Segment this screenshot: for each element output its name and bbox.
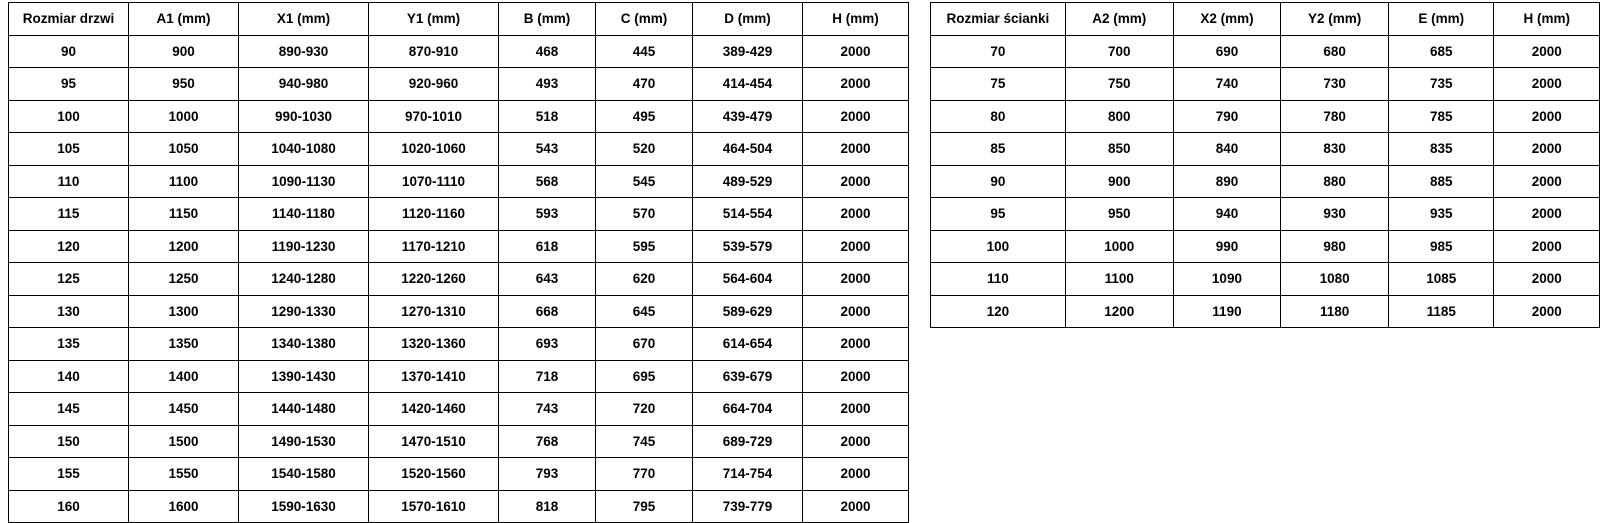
door-cell: 618 — [499, 230, 596, 263]
door-cell: 645 — [596, 295, 693, 328]
door-cell: 720 — [596, 393, 693, 426]
wall-cell: 1080 — [1281, 263, 1389, 296]
door-cell: 495 — [596, 100, 693, 133]
table-row — [9, 68, 909, 101]
wall-cell: 110 — [931, 263, 1066, 296]
table-row — [9, 35, 909, 68]
table-row — [931, 35, 1600, 68]
door-cell: 1440-1480 — [239, 393, 369, 426]
door-cell: 2000 — [803, 393, 909, 426]
wall-column-header: Y2 (mm) — [1281, 3, 1389, 36]
wall-cell: 800 — [1065, 100, 1173, 133]
wall-cell: 1185 — [1389, 295, 1494, 328]
door-cell: 1490-1530 — [239, 425, 369, 458]
wall-cell: 1100 — [1065, 263, 1173, 296]
wall-cell: 2000 — [1494, 165, 1600, 198]
door-cell: 920-960 — [369, 68, 499, 101]
door-cell: 468 — [499, 35, 596, 68]
door-cell: 2000 — [803, 68, 909, 101]
table-row — [9, 458, 909, 491]
door-column-header: C (mm) — [596, 3, 693, 36]
door-cell: 940-980 — [239, 68, 369, 101]
table-row — [931, 230, 1600, 263]
door-cell: 1400 — [129, 360, 239, 393]
door-cell: 595 — [596, 230, 693, 263]
wall-cell: 1000 — [1065, 230, 1173, 263]
door-cell: 1000 — [129, 100, 239, 133]
door-column-header: A1 (mm) — [129, 3, 239, 36]
door-cell: 793 — [499, 458, 596, 491]
wall-cell: 100 — [931, 230, 1066, 263]
door-cell: 489-529 — [693, 165, 803, 198]
table-row — [931, 198, 1600, 231]
door-cell: 145 — [9, 393, 129, 426]
wall-cell: 120 — [931, 295, 1066, 328]
door-cell: 1390-1430 — [239, 360, 369, 393]
door-cell: 1120-1160 — [369, 198, 499, 231]
door-cell: 95 — [9, 68, 129, 101]
door-cell: 1190-1230 — [239, 230, 369, 263]
door-cell: 870-910 — [369, 35, 499, 68]
door-cell: 568 — [499, 165, 596, 198]
wall-cell: 1090 — [1173, 263, 1281, 296]
door-cell: 1050 — [129, 133, 239, 166]
table-row — [9, 490, 909, 523]
door-cell: 2000 — [803, 100, 909, 133]
door-cell: 1520-1560 — [369, 458, 499, 491]
door-cell: 2000 — [803, 165, 909, 198]
wall-cell: 935 — [1389, 198, 1494, 231]
wall-cell: 735 — [1389, 68, 1494, 101]
table-row — [9, 198, 909, 231]
door-cell: 545 — [596, 165, 693, 198]
door-cell: 125 — [9, 263, 129, 296]
table-row — [9, 393, 909, 426]
door-cell: 2000 — [803, 360, 909, 393]
door-cell: 614-654 — [693, 328, 803, 361]
table-row — [931, 263, 1600, 296]
door-cell: 2000 — [803, 230, 909, 263]
door-cell: 670 — [596, 328, 693, 361]
wall-cell: 830 — [1281, 133, 1389, 166]
wall-cell: 70 — [931, 35, 1066, 68]
door-column-header: Rozmiar drzwi — [9, 3, 129, 36]
table-header-row — [9, 3, 909, 36]
wall-column-header: H (mm) — [1494, 3, 1600, 36]
door-cell: 1550 — [129, 458, 239, 491]
door-cell: 110 — [9, 165, 129, 198]
door-cell: 818 — [499, 490, 596, 523]
door-cell: 2000 — [803, 35, 909, 68]
door-cell: 1100 — [129, 165, 239, 198]
wall-cell: 790 — [1173, 100, 1281, 133]
table-row — [9, 295, 909, 328]
wall-size-table — [930, 2, 1600, 328]
door-cell: 90 — [9, 35, 129, 68]
door-cell: 739-779 — [693, 490, 803, 523]
wall-cell: 1200 — [1065, 295, 1173, 328]
door-cell: 593 — [499, 198, 596, 231]
door-cell: 1090-1130 — [239, 165, 369, 198]
wall-cell: 940 — [1173, 198, 1281, 231]
door-cell: 718 — [499, 360, 596, 393]
door-cell: 543 — [499, 133, 596, 166]
wall-cell: 730 — [1281, 68, 1389, 101]
wall-cell: 780 — [1281, 100, 1389, 133]
door-cell: 664-704 — [693, 393, 803, 426]
wall-column-header: E (mm) — [1389, 3, 1494, 36]
door-cell: 1350 — [129, 328, 239, 361]
door-cell: 2000 — [803, 263, 909, 296]
wall-cell: 840 — [1173, 133, 1281, 166]
wall-cell: 885 — [1389, 165, 1494, 198]
door-cell: 160 — [9, 490, 129, 523]
door-cell: 1240-1280 — [239, 263, 369, 296]
table-row — [9, 263, 909, 296]
wall-table-header — [931, 3, 1600, 36]
wall-cell: 2000 — [1494, 133, 1600, 166]
door-cell: 620 — [596, 263, 693, 296]
door-cell: 2000 — [803, 458, 909, 491]
door-size-table — [8, 2, 909, 523]
table-row — [9, 165, 909, 198]
wall-cell: 85 — [931, 133, 1066, 166]
wall-cell: 685 — [1389, 35, 1494, 68]
wall-cell: 2000 — [1494, 100, 1600, 133]
door-cell: 1150 — [129, 198, 239, 231]
wall-table-body — [931, 35, 1600, 328]
wall-cell: 880 — [1281, 165, 1389, 198]
table-row — [9, 360, 909, 393]
door-cell: 414-454 — [693, 68, 803, 101]
door-cell: 445 — [596, 35, 693, 68]
door-cell: 1200 — [129, 230, 239, 263]
door-cell: 140 — [9, 360, 129, 393]
wall-cell: 750 — [1065, 68, 1173, 101]
door-cell: 2000 — [803, 295, 909, 328]
door-cell: 493 — [499, 68, 596, 101]
wall-cell: 890 — [1173, 165, 1281, 198]
door-size-table-container — [8, 2, 909, 523]
door-cell: 518 — [499, 100, 596, 133]
door-cell: 1540-1580 — [239, 458, 369, 491]
wall-cell: 985 — [1389, 230, 1494, 263]
wall-cell: 930 — [1281, 198, 1389, 231]
table-row — [9, 133, 909, 166]
table-row — [931, 100, 1600, 133]
door-column-header: D (mm) — [693, 3, 803, 36]
door-cell: 1600 — [129, 490, 239, 523]
door-cell: 389-429 — [693, 35, 803, 68]
door-cell: 1250 — [129, 263, 239, 296]
wall-cell: 990 — [1173, 230, 1281, 263]
wall-cell: 690 — [1173, 35, 1281, 68]
door-cell: 714-754 — [693, 458, 803, 491]
door-cell: 470 — [596, 68, 693, 101]
wall-cell: 90 — [931, 165, 1066, 198]
door-cell: 464-504 — [693, 133, 803, 166]
door-cell: 1570-1610 — [369, 490, 499, 523]
door-cell: 105 — [9, 133, 129, 166]
door-cell: 693 — [499, 328, 596, 361]
door-cell: 1270-1310 — [369, 295, 499, 328]
door-cell: 795 — [596, 490, 693, 523]
door-column-header: X1 (mm) — [239, 3, 369, 36]
wall-cell: 80 — [931, 100, 1066, 133]
door-cell: 695 — [596, 360, 693, 393]
door-cell: 1290-1330 — [239, 295, 369, 328]
wall-cell: 95 — [931, 198, 1066, 231]
door-cell: 668 — [499, 295, 596, 328]
door-cell: 745 — [596, 425, 693, 458]
wall-cell: 835 — [1389, 133, 1494, 166]
wall-cell: 2000 — [1494, 35, 1600, 68]
door-cell: 2000 — [803, 328, 909, 361]
door-cell: 120 — [9, 230, 129, 263]
wall-cell: 2000 — [1494, 198, 1600, 231]
door-cell: 570 — [596, 198, 693, 231]
wall-cell: 900 — [1065, 165, 1173, 198]
door-cell: 589-629 — [693, 295, 803, 328]
door-cell: 1590-1630 — [239, 490, 369, 523]
door-cell: 1420-1460 — [369, 393, 499, 426]
door-cell: 1170-1210 — [369, 230, 499, 263]
door-cell: 2000 — [803, 425, 909, 458]
door-cell: 950 — [129, 68, 239, 101]
door-cell: 564-604 — [693, 263, 803, 296]
door-cell: 439-479 — [693, 100, 803, 133]
door-cell: 990-1030 — [239, 100, 369, 133]
door-cell: 100 — [9, 100, 129, 133]
wall-cell: 2000 — [1494, 68, 1600, 101]
wall-cell: 75 — [931, 68, 1066, 101]
table-row — [9, 230, 909, 263]
door-cell: 1040-1080 — [239, 133, 369, 166]
door-cell: 514-554 — [693, 198, 803, 231]
wall-size-table-container — [930, 2, 1600, 328]
door-cell: 770 — [596, 458, 693, 491]
door-cell: 1370-1410 — [369, 360, 499, 393]
wall-cell: 785 — [1389, 100, 1494, 133]
door-cell: 1300 — [129, 295, 239, 328]
door-cell: 1020-1060 — [369, 133, 499, 166]
door-cell: 743 — [499, 393, 596, 426]
table-row — [9, 100, 909, 133]
wall-cell: 1085 — [1389, 263, 1494, 296]
table-row — [931, 165, 1600, 198]
door-column-header: H (mm) — [803, 3, 909, 36]
wall-cell: 700 — [1065, 35, 1173, 68]
door-cell: 1450 — [129, 393, 239, 426]
door-cell: 1340-1380 — [239, 328, 369, 361]
wall-cell: 980 — [1281, 230, 1389, 263]
door-cell: 1500 — [129, 425, 239, 458]
door-column-header: Y1 (mm) — [369, 3, 499, 36]
door-cell: 768 — [499, 425, 596, 458]
door-cell: 1470-1510 — [369, 425, 499, 458]
door-cell: 130 — [9, 295, 129, 328]
door-cell: 689-729 — [693, 425, 803, 458]
door-cell: 150 — [9, 425, 129, 458]
wall-cell: 740 — [1173, 68, 1281, 101]
door-table-body — [9, 35, 909, 523]
door-cell: 970-1010 — [369, 100, 499, 133]
door-cell: 1320-1360 — [369, 328, 499, 361]
door-cell: 2000 — [803, 490, 909, 523]
wall-cell: 2000 — [1494, 263, 1600, 296]
wall-cell: 2000 — [1494, 295, 1600, 328]
door-cell: 890-930 — [239, 35, 369, 68]
table-row — [9, 328, 909, 361]
wall-column-header: A2 (mm) — [1065, 3, 1173, 36]
door-table-header — [9, 3, 909, 36]
door-cell: 900 — [129, 35, 239, 68]
door-cell: 1070-1110 — [369, 165, 499, 198]
door-cell: 1140-1180 — [239, 198, 369, 231]
wall-cell: 950 — [1065, 198, 1173, 231]
table-row — [931, 68, 1600, 101]
wall-cell: 850 — [1065, 133, 1173, 166]
wall-column-header: Rozmiar ścianki — [931, 3, 1066, 36]
door-column-header: B (mm) — [499, 3, 596, 36]
door-cell: 2000 — [803, 133, 909, 166]
door-cell: 520 — [596, 133, 693, 166]
table-row — [931, 133, 1600, 166]
door-cell: 643 — [499, 263, 596, 296]
door-cell: 115 — [9, 198, 129, 231]
door-cell: 1220-1260 — [369, 263, 499, 296]
door-cell: 539-579 — [693, 230, 803, 263]
table-header-row — [931, 3, 1600, 36]
door-cell: 155 — [9, 458, 129, 491]
wall-cell: 680 — [1281, 35, 1389, 68]
door-cell: 135 — [9, 328, 129, 361]
table-row — [931, 295, 1600, 328]
wall-cell: 1190 — [1173, 295, 1281, 328]
table-row — [9, 425, 909, 458]
door-cell: 639-679 — [693, 360, 803, 393]
wall-cell: 1180 — [1281, 295, 1389, 328]
wall-column-header: X2 (mm) — [1173, 3, 1281, 36]
wall-cell: 2000 — [1494, 230, 1600, 263]
door-cell: 2000 — [803, 198, 909, 231]
